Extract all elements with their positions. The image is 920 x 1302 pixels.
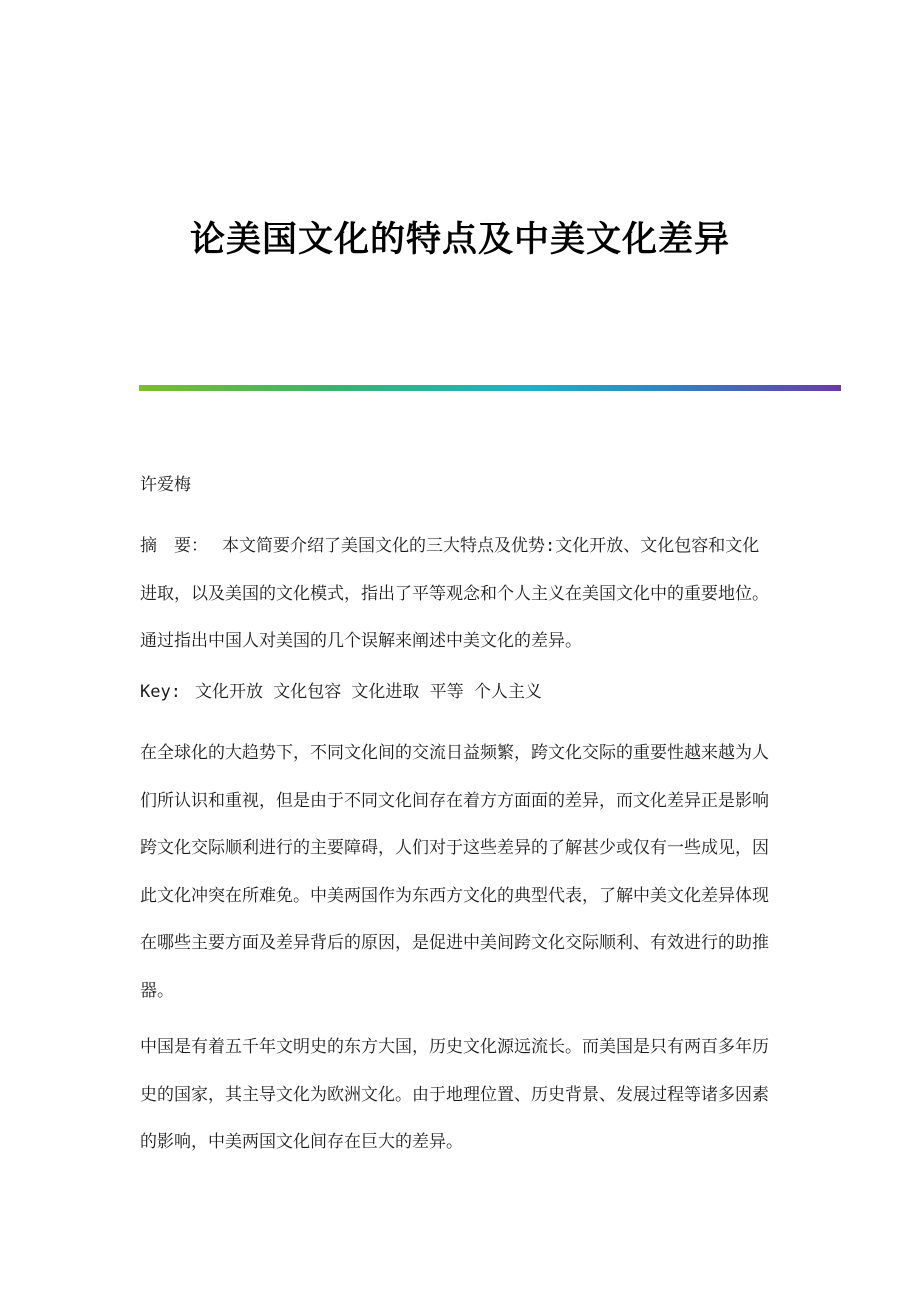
abstract-text: 本文简要介绍了美国文化的三大特点及优势:文化开放、文化包容和文化进取，以及美国的文化模式，指出了平等观念和个人主义在美国文化中的重要地位。通过指出中国人对美国的几个误解来阐述中美文化的差异。 [140,536,769,651]
abstract [140,523,772,666]
gradient-divider [139,385,841,391]
body-paragraph-1: 在全球化的大趋势下，不同文化间的交流日益频繁，跨文化交际的重要性越来越为人们所认识和重视，但是由于不同文化间存在着方方面面的差异，而文化差异正是影响跨文化交际顺利进行的主要障碍，人们对于这些差异的了解甚少或仅有一些成见，因此文化冲突在所难免。中美两国作为东西方文化的典型代表，了解中美文化差异体现在哪些主要方面及差异背后的原因，是促进中美间跨文化交际顺利、有效进行的助推器。 [140,743,769,1001]
author-name: 许爱梅 [140,475,191,495]
keywords-label: Key: [140,682,181,702]
body-paragraph-2: 中国是有着五千年文明史的东方大国，历史文化源远流长。而美国是只有两百多年历史的国家，其主导文化为欧洲文化。由于地理位置、历史背景、发展过程等诸多因素的影响，中美两国文化间存在巨大的差异。 [140,1037,769,1152]
keywords [140,677,772,707]
keywords-text: 文化开放 文化包容 文化进取 平等 个人主义 [194,682,542,702]
abstract-label: 摘 要： [140,536,208,556]
document-title: 论美国文化的特点及中美文化差异 [189,220,730,260]
